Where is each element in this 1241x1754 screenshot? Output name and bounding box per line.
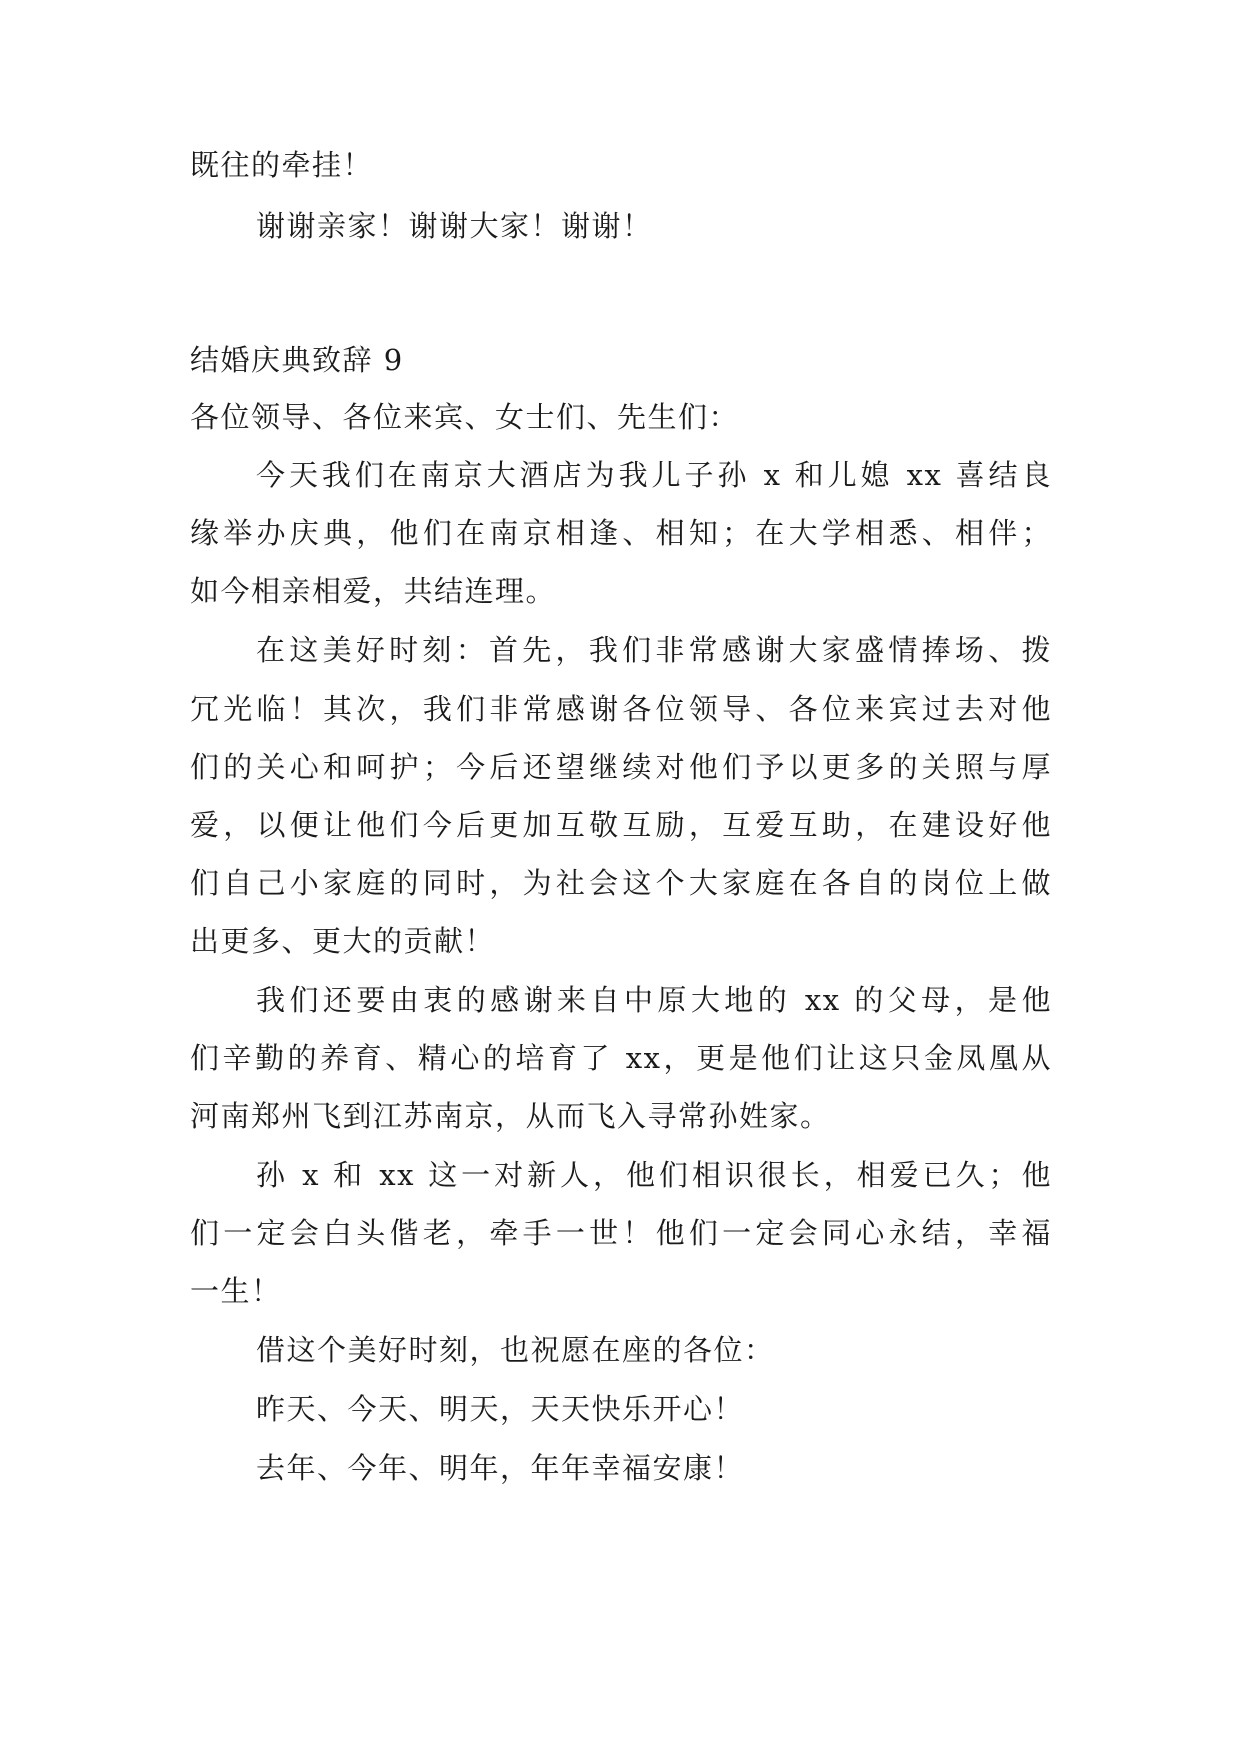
paragraph-line: 冗光临！其次，我们非常感谢各位领导、各位来宾过去对他 <box>190 692 1052 726</box>
paragraph-line: 们辛勤的养育、精心的培育了 xx，更是他们让这只金凤凰从 <box>190 1041 1052 1075</box>
paragraph-line: 在这美好时刻：首先，我们非常感谢大家盛情捧场、拨 <box>256 633 1052 667</box>
paragraph-line: 今天我们在南京大酒店为我儿子孙 x 和儿媳 xx 喜结良 <box>256 458 1052 492</box>
paragraph-line: 我们还要由衷的感谢来自中原大地的 xx 的父母，是他 <box>256 983 1052 1017</box>
text-line: 谢谢亲家！谢谢大家！谢谢！ <box>256 209 653 243</box>
text-line: 既往的牵挂！ <box>190 148 374 182</box>
paragraph-line: 缘举办庆典，他们在南京相逢、相知；在大学相悉、相伴； <box>190 516 1052 550</box>
paragraph-line: 们自己小家庭的同时，为社会这个大家庭在各自的岗位上做 <box>190 866 1052 900</box>
paragraph-line: 借这个美好时刻，也祝愿在座的各位： <box>256 1333 775 1367</box>
paragraph-line: 河南郑州飞到江苏南京，从而飞入寻常孙姓家。 <box>190 1099 831 1133</box>
paragraph-line: 一生！ <box>190 1274 282 1308</box>
section-title: 结婚庆典致辞 9 <box>190 343 404 377</box>
greeting-line: 各位领导、各位来宾、女士们、先生们： <box>190 400 740 434</box>
paragraph-line: 们一定会白头偕老，牵手一世！他们一定会同心永结，幸福 <box>190 1216 1052 1250</box>
paragraph-line: 们的关心和呵护；今后还望继续对他们予以更多的关照与厚 <box>190 750 1052 784</box>
paragraph-line: 孙 x 和 xx 这一对新人，他们相识很长，相爱已久；他 <box>256 1158 1052 1192</box>
paragraph-line: 爱，以便让他们今后更加互敬互励，互爱互助，在建设好他 <box>190 808 1052 842</box>
paragraph-line: 如今相亲相爱，共结连理。 <box>190 574 557 608</box>
paragraph-line: 去年、今年、明年，年年幸福安康！ <box>256 1451 745 1485</box>
paragraph-line: 昨天、今天、明天，天天快乐开心！ <box>256 1392 745 1426</box>
paragraph-line: 出更多、更大的贡献！ <box>190 924 496 958</box>
